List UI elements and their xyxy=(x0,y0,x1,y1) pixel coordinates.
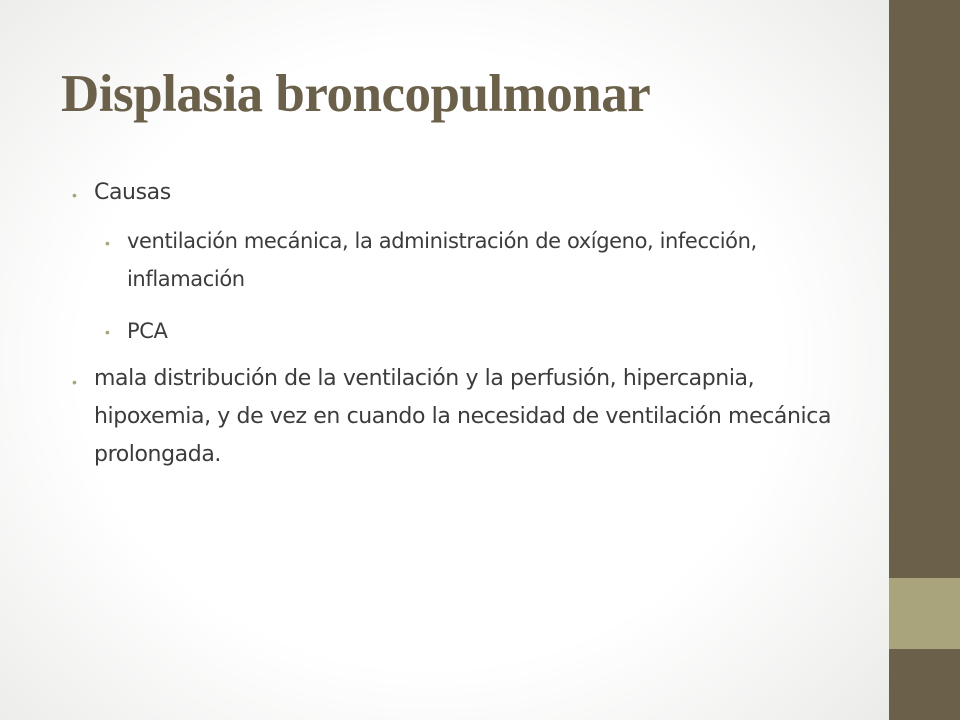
bullet-icon: • xyxy=(105,324,110,340)
bullet-text-pca: PCA xyxy=(127,319,168,343)
bullet-icon: • xyxy=(72,187,77,203)
bullet-icon: • xyxy=(72,374,77,390)
bullet-text-consequences: mala distribución de la ventilación y la perfusión, hipercapnia, hipoxemia, y de vez en cuando la necesidad de ventilación mecánica prolongada. xyxy=(94,366,832,467)
slide-title: Displasia broncopulmonar xyxy=(61,65,651,123)
bullet-text-causas-list: ventilación mecánica, la administración de oxígeno, infección, inflamación xyxy=(127,229,757,291)
bullet-text-causas: Causas xyxy=(94,180,171,205)
side-decoration-accent xyxy=(889,578,960,649)
bullet-icon: • xyxy=(105,235,110,251)
